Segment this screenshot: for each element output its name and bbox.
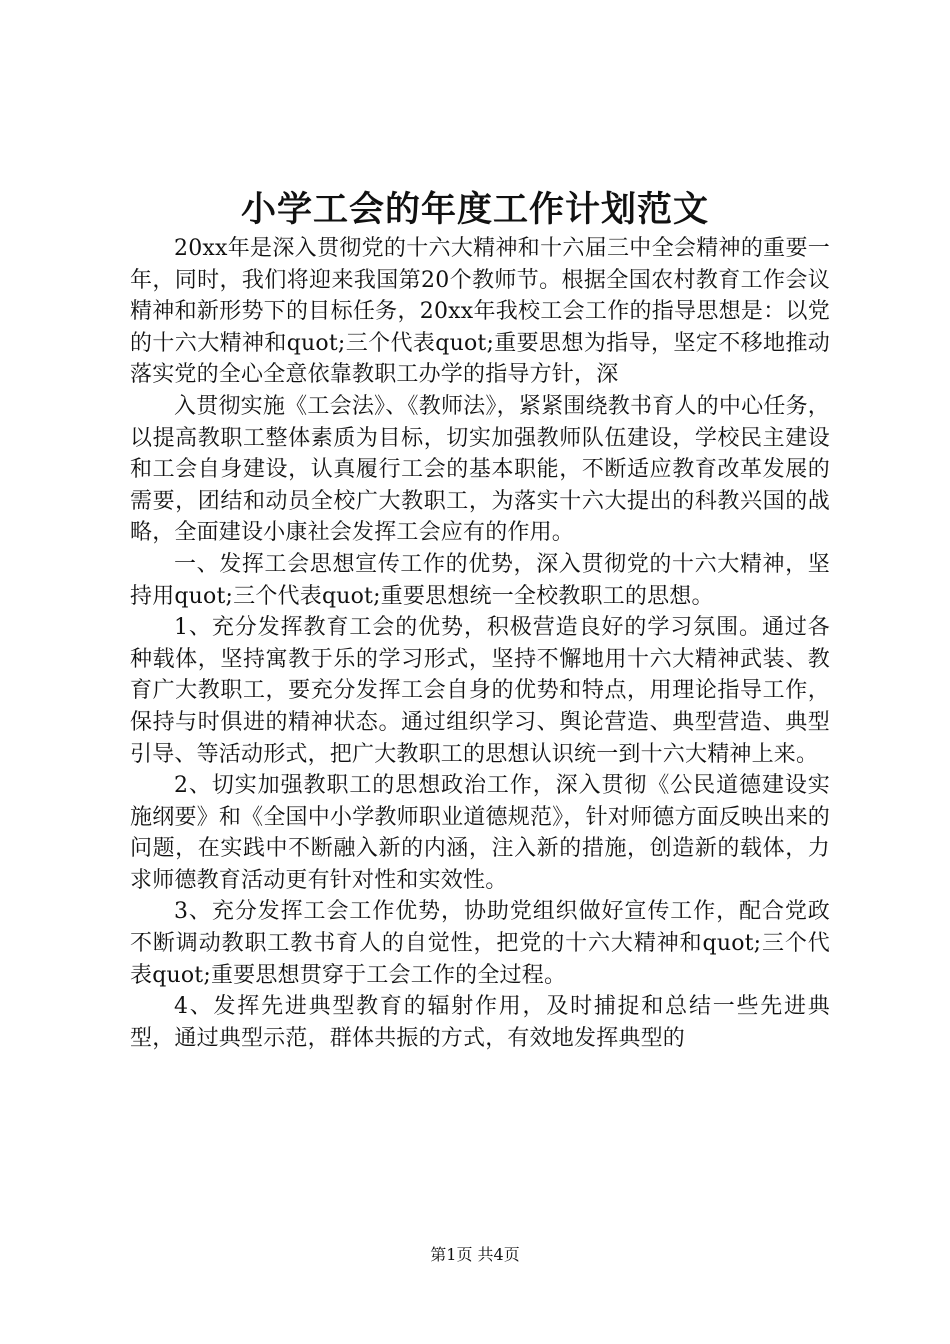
paragraph-3: 一、发挥工会思想宣传工作的优势，深入贯彻党的十六大精神，坚持用quot;三个代表quot;重要思想统一全校教职工的思想。 <box>130 551 830 609</box>
paragraph-1: 20xx年是深入贯彻党的十六大精神和十六届三中全会精神的重要一年，同时，我们将迎来我国第20个教师节。根据全国农村教育工作会议精神和新形势下的目标任务，20xx年我校工会工作的指导思想是：以党的十六大精神和quot;三个代表quot;重要思想为指导，坚定不移地推动落实党的全心全意依靠教职工办学的指导方针，深 <box>130 236 830 388</box>
paragraph-4: 1、充分发挥教育工会的优势，积极营造良好的学习氛围。通过各种载体，坚持寓教于乐的学习形式，坚持不懈地用十六大精神武装、教育广大教职工，要充分发挥工会自身的优势和特点，用理论指导工作，保持与时俱进的精神状态。通过组织学习、舆论营造、典型营造、典型引导、等活动形式，把广大教职工的思想认识统一到十六大精神上来。 <box>130 615 830 767</box>
document-title: 小学工会的年度工作计划范文 <box>240 189 709 230</box>
document-body <box>130 233 830 1054</box>
paragraph-2: 入贯彻实施《工会法》、《教师法》，紧紧围绕教书育人的中心任务，以提高教职工整体素质为目标，切实加强教师队伍建设，学校民主建设和工会自身建设，认真履行工会的基本职能，不断适应教育改革发展的需要，团结和动员全校广大教职工，为落实十六大提出的科教兴国的战略，全面建设小康社会发挥工会应有的作用。 <box>130 393 830 546</box>
paragraph-5: 2、切实加强教职工的思想政治工作，深入贯彻《公民道德建设实施纲要》和《全国中小学教师职业道德规范》，针对师德方面反映出来的问题，在实践中不断融入新的内涵，注入新的措施，创造新的载体，力求师德教育活动更有针对性和实效性。 <box>130 773 830 893</box>
paragraph-7: 4、发挥先进典型教育的辐射作用，及时捕捉和总结一些先进典型，通过典型示范，群体共振的方式，有效地发挥典型的 <box>130 994 830 1051</box>
page-number: 第1页 共4页 <box>430 1245 520 1264</box>
paragraph-6: 3、充分发挥工会工作优势，协助党组织做好宣传工作，配合党政不断调动教职工教书育人的自觉性，把党的十六大精神和quot;三个代表quot;重要思想贯穿于工会工作的全过程。 <box>130 899 830 988</box>
